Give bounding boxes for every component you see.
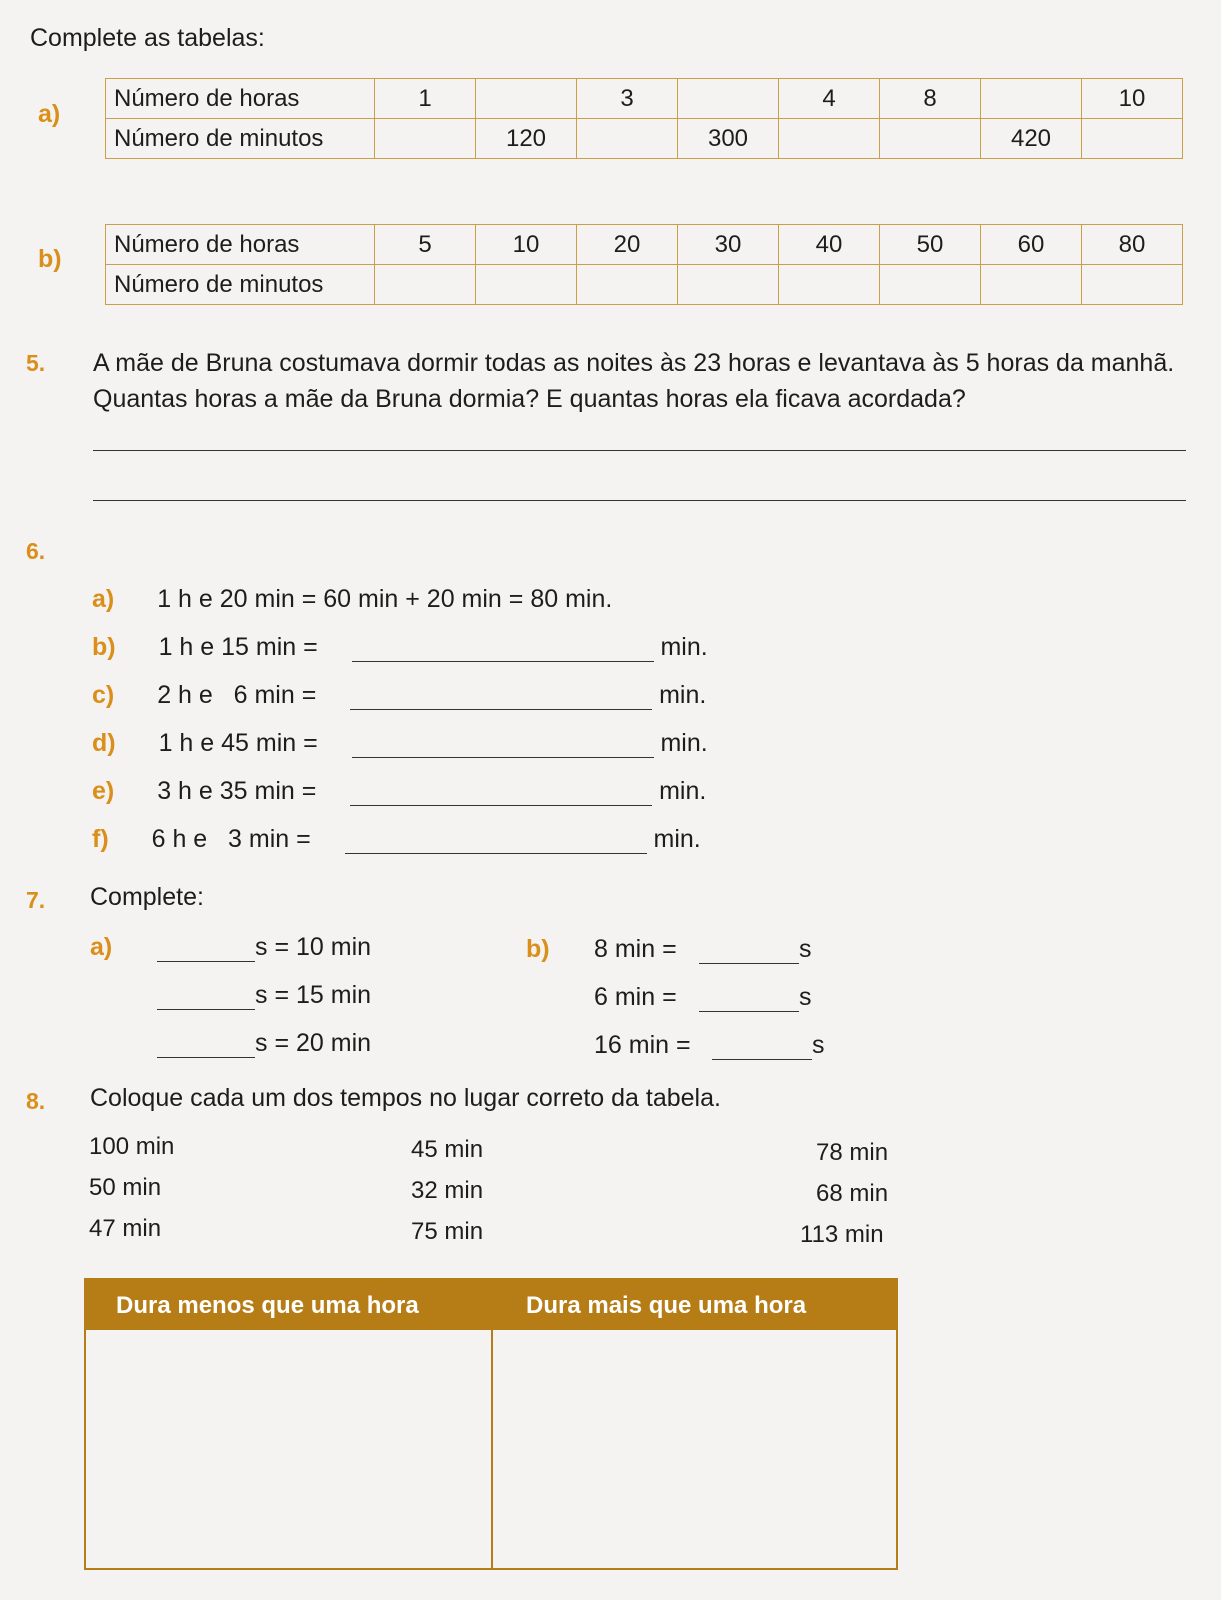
table-a-minutes-head: Número de minutos — [106, 119, 375, 159]
question-5-number: 5. — [26, 350, 46, 376]
table-b-label: b) — [38, 245, 62, 273]
q7-a-item — [157, 933, 371, 962]
table-b-hour-cell[interactable]: 10 — [476, 225, 577, 265]
q6-item-expr: 1 h e 15 min = — [158, 633, 318, 661]
q6-item-d — [92, 729, 708, 758]
time-item[interactable]: 68 min — [816, 1180, 889, 1207]
answer-blank[interactable] — [352, 729, 654, 758]
table-b-hour-cell[interactable]: 5 — [375, 225, 476, 265]
q6-item-label: b) — [92, 633, 116, 661]
more-than-hour-cell[interactable] — [493, 1330, 896, 1568]
q7-b-suffix: s — [799, 983, 812, 1011]
table-b-minute-cell[interactable] — [1082, 265, 1183, 305]
q7-b-item-text: 16 min = — [594, 1031, 691, 1059]
table-a-minute-cell[interactable] — [880, 119, 981, 159]
table-b-minute-cell[interactable] — [981, 265, 1082, 305]
table-b-hours-row — [106, 225, 1183, 265]
time-item[interactable]: 113 min — [800, 1221, 884, 1248]
q6-item-label: e) — [92, 777, 115, 805]
answer-blank[interactable] — [350, 681, 652, 710]
table-a-minute-cell[interactable] — [779, 119, 880, 159]
time-item[interactable]: 50 min — [89, 1174, 162, 1201]
q6-item-expr: 6 h e 3 min = — [151, 825, 311, 853]
q7-b-suffix: s — [812, 1031, 825, 1059]
q6-item-suffix: min. — [660, 729, 708, 757]
table-a-minute-cell[interactable] — [1082, 119, 1183, 159]
question-8-text: Coloque cada um dos tempos no lugar correto da tabela. — [90, 1084, 721, 1112]
q6-item-suffix: min. — [659, 777, 707, 805]
q6-item-expr: 1 h e 20 min = 60 min + 20 min = 80 min. — [157, 585, 613, 613]
table-a-hour-cell[interactable]: 4 — [779, 79, 880, 119]
table-a-hours-row — [106, 79, 1183, 119]
table-a-minute-cell[interactable] — [577, 119, 678, 159]
answer-blank[interactable] — [157, 933, 255, 962]
table-a-label: a) — [38, 100, 61, 128]
q6-item-b — [92, 633, 708, 662]
q7-b-item — [594, 935, 812, 964]
table-a-minute-cell[interactable]: 300 — [678, 119, 779, 159]
time-item[interactable]: 75 min — [411, 1218, 484, 1245]
q6-item-expr: 3 h e 35 min = — [157, 777, 317, 805]
answer-blank[interactable] — [699, 983, 799, 1012]
q6-item-c — [92, 681, 706, 710]
table-a-minute-cell[interactable]: 420 — [981, 119, 1082, 159]
table-b-hour-cell[interactable]: 60 — [981, 225, 1082, 265]
answer-blank[interactable] — [345, 825, 647, 854]
q6-item-suffix: min. — [659, 681, 707, 709]
q7-b-item-text: 8 min = — [594, 935, 677, 963]
time-item[interactable]: 45 min — [411, 1136, 484, 1163]
time-item[interactable]: 100 min — [89, 1133, 175, 1160]
table-a-hour-cell[interactable] — [476, 79, 577, 119]
table-a-hour-cell[interactable] — [981, 79, 1082, 119]
question-7-title: Complete: — [90, 883, 204, 911]
answer-blank[interactable] — [352, 633, 654, 662]
question-7-number: 7. — [26, 887, 46, 913]
q6-item-expr: 1 h e 45 min = — [158, 729, 318, 757]
less-than-hour-cell[interactable] — [86, 1330, 491, 1568]
question-8-number: 8. — [26, 1088, 46, 1114]
q7-b-label: b) — [526, 935, 550, 963]
table-b-minute-cell[interactable] — [678, 265, 779, 305]
table-a-hours-head: Número de horas — [106, 79, 375, 119]
question-6-number: 6. — [26, 538, 46, 564]
q6-item-label: a) — [92, 585, 115, 613]
time-item[interactable]: 32 min — [411, 1177, 484, 1204]
q6-item-expr: 2 h e 6 min = — [157, 681, 317, 709]
table-a-hour-cell[interactable]: 3 — [577, 79, 678, 119]
table-b — [105, 224, 1183, 305]
table-a-hour-cell[interactable] — [678, 79, 779, 119]
q6-item-e — [92, 777, 706, 806]
table-b-hour-cell[interactable]: 80 — [1082, 225, 1183, 265]
table-a-hour-cell[interactable]: 8 — [880, 79, 981, 119]
duration-table — [84, 1278, 898, 1570]
answer-blank[interactable] — [157, 1029, 255, 1058]
answer-blank[interactable] — [350, 777, 652, 806]
table-a-minute-cell[interactable] — [375, 119, 476, 159]
table-b-minute-cell[interactable] — [779, 265, 880, 305]
table-b-hours-head: Número de horas — [106, 225, 375, 265]
header-more-than-hour: Dura mais que uma hora — [526, 1292, 807, 1319]
q7-a-item — [157, 981, 371, 1010]
q7-a-label: a) — [90, 933, 113, 961]
table-b-minute-cell[interactable] — [880, 265, 981, 305]
q7-b-suffix: s — [799, 935, 812, 963]
q6-item-a — [92, 585, 612, 614]
q7-b-item-text: 6 min = — [594, 983, 677, 1011]
q6-item-suffix: min. — [660, 633, 708, 661]
table-b-hour-cell[interactable]: 30 — [678, 225, 779, 265]
table-b-hour-cell[interactable]: 50 — [880, 225, 981, 265]
table-a-minute-cell[interactable]: 120 — [476, 119, 577, 159]
q7-b-item — [594, 983, 812, 1012]
table-b-minute-cell[interactable] — [577, 265, 678, 305]
answer-blank[interactable] — [712, 1031, 812, 1060]
intro-text: Complete as tabelas: — [30, 24, 265, 52]
table-b-hour-cell[interactable]: 40 — [779, 225, 880, 265]
q7-a-item-text: s = 10 min — [255, 933, 372, 961]
table-b-hour-cell[interactable]: 20 — [577, 225, 678, 265]
q6-item-label: f) — [92, 825, 109, 853]
table-a-minutes-row — [106, 119, 1183, 159]
table-a — [105, 78, 1183, 159]
answer-blank[interactable] — [699, 935, 799, 964]
table-b-minutes-head: Número de minutos — [106, 265, 375, 305]
q7-a-item — [157, 1029, 371, 1058]
answer-line[interactable] — [93, 500, 1186, 501]
q6-item-label: c) — [92, 681, 115, 709]
q6-item-suffix: min. — [653, 825, 701, 853]
answer-line[interactable] — [93, 450, 1186, 451]
table-b-minute-cell[interactable] — [375, 265, 476, 305]
table-a-hour-cell[interactable]: 10 — [1082, 79, 1183, 119]
q7-a-item-text: s = 20 min — [255, 1029, 372, 1057]
time-item[interactable]: 47 min — [89, 1215, 162, 1242]
question-5-text: A mãe de Bruna costumava dormir todas as noites às 23 horas e levantava às 5 horas da manhã. Quantas horas a mãe da Bruna dormia? E quantas horas ela ficava acordada? — [93, 349, 1175, 413]
table-a-hour-cell[interactable]: 1 — [375, 79, 476, 119]
q7-a-item-text: s = 15 min — [255, 981, 372, 1009]
answer-blank[interactable] — [157, 981, 255, 1010]
q7-b-item — [594, 1031, 825, 1060]
header-less-than-hour: Dura menos que uma hora — [116, 1292, 419, 1319]
q6-item-label: d) — [92, 729, 116, 757]
table-b-minute-cell[interactable] — [476, 265, 577, 305]
table-b-minutes-row — [106, 265, 1183, 305]
q6-item-f — [92, 825, 701, 854]
time-item[interactable]: 78 min — [816, 1139, 889, 1166]
